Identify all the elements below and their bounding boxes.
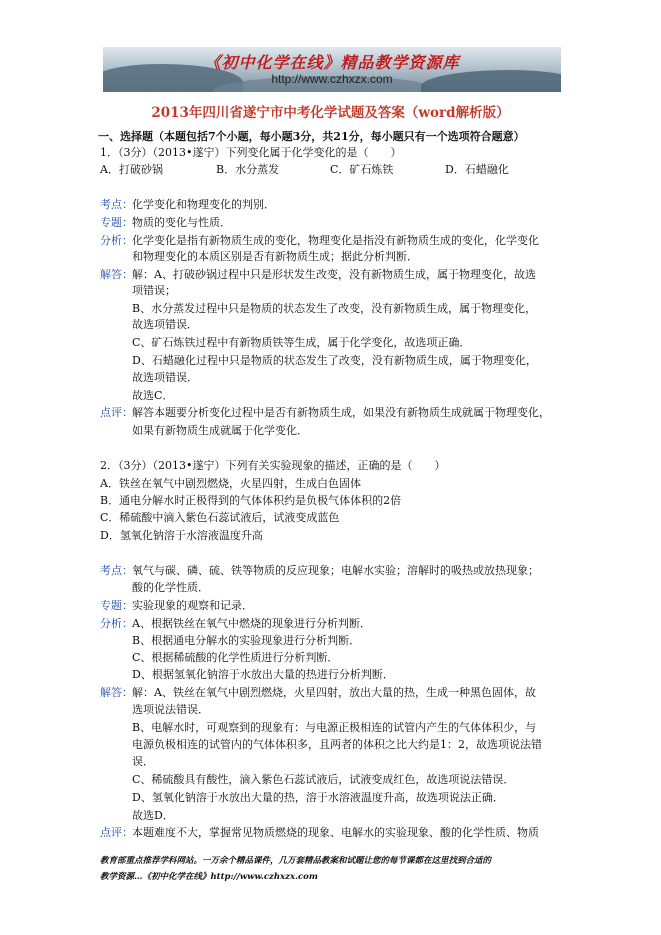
q1-fenxi-line: 化学变化是指有新物质生成的变化，物理变化是指没有新物质生成的变化，化学变化 <box>132 234 539 247</box>
document-title: 2013年四川省遂宁市中考化学试题及答案（word解析版） <box>151 105 510 121</box>
q1-jieda-line: C、矿石炼铁过程中有新物质铁等生成，属于化学变化，故选项正确． <box>132 336 471 349</box>
q1-jieda-line: 项错误； <box>132 284 176 297</box>
q1-jieda-label: 解答： <box>100 268 133 281</box>
q2-fenxi-line: C、根据稀硫酸的化学性质进行分析判断． <box>132 651 339 664</box>
q2-jieda-line: C、稀硫酸具有酸性，滴入紫色石蕊试液后，试液变成红色，故选项说法错误． <box>132 773 515 786</box>
q1-kaodian-label: 考点： <box>100 198 133 211</box>
q1-jieda-line: 故选项错误． <box>132 318 198 331</box>
q1-fenxi-label: 分析： <box>100 234 133 247</box>
q2-zhuanti-label: 专题： <box>100 599 133 612</box>
q1-dianping-label: 点评： <box>100 406 133 419</box>
q2-stem: 2．（3分）（2013•遂宁）下列有关实验现象的描述，正确的是（ ） <box>100 459 446 472</box>
header-banner <box>103 47 561 92</box>
q1-fenxi-line: 和物理变化的本质区别是否有新物质生成；据此分析判断． <box>132 250 418 263</box>
q2-option-b: B．通电分解水时正极得到的气体体积约是负极气体体积的2倍 <box>100 494 402 507</box>
q2-zhuanti: 实验现象的观察和记录． <box>132 599 253 612</box>
footer-line-2[interactable]: 教学资源…《初中化学在线》http://www.czhxzx.com <box>100 872 318 882</box>
q1-jieda-line: 故选C． <box>132 389 174 402</box>
q1-zhuanti-label: 专题： <box>100 216 133 229</box>
q2-dianping-label: 点评： <box>100 826 133 839</box>
q1-stem: 1．（3分）（2013•遂宁）下列变化属于化学变化的是（ ） <box>100 146 402 159</box>
q1-option-c: C．矿石炼铁 <box>330 163 394 176</box>
q2-option-a: A．铁丝在氧气中剧烈燃烧，火星四射，生成白色固体 <box>100 477 361 490</box>
q2-jieda-line: 选项说法错误． <box>132 703 209 716</box>
q1-option-b: B．水分蒸发 <box>216 163 280 176</box>
q1-kaodian: 化学变化和物理变化的判别． <box>132 198 275 211</box>
page-footer <box>100 853 570 885</box>
q2-jieda-line: B、电解水时，可观察到的现象有：与电源正极相连的试管内产生的气体体积少，与 <box>132 721 537 734</box>
q2-kaodian-line: 氧气与碳、磷、硫、铁等物质的反应现象；电解水实验；溶解时的吸热或放热现象； <box>132 564 539 577</box>
q2-fenxi-line: B、根据通电分解水的实验现象进行分析判断． <box>132 634 361 647</box>
q2-jieda-line: 解：A、铁丝在氧气中剧烈燃烧，火星四射，放出大量的热，生成一种黑色固体，故 <box>132 686 536 699</box>
q2-jieda-line: 电源负极相连的试管内的气体体积多，且两者的体积之比大约是1：2，故选项说法错 <box>132 738 542 751</box>
q2-option-c: C．稀硫酸中滴入紫色石蕊试液后，试液变成蓝色 <box>100 511 340 524</box>
q1-dianping-line: 如果有新物质生成就属于化学变化． <box>132 424 308 437</box>
q2-fenxi-line: D、根据氢氧化钠溶于水放出大量的热进行分析判断． <box>132 668 394 681</box>
q2-fenxi-line: A、根据铁丝在氧气中燃烧的现象进行分析判断． <box>132 617 371 630</box>
q1-zhuanti: 物质的变化与性质． <box>132 216 231 229</box>
banner-url[interactable]: http://www.czhxzx.com <box>271 72 393 86</box>
q2-option-d: D．氢氧化钠溶于水溶液温度升高 <box>100 529 263 542</box>
q2-fenxi-label: 分析： <box>100 617 133 630</box>
q1-dianping-line: 解答本题要分析变化过程中是否有新物质生成，如果没有新物质生成就属于物理变化， <box>132 406 550 419</box>
q1-option-a: A．打破砂锅 <box>100 163 163 176</box>
section-heading: 一、选择题（本题包括7个小题，每小题3分，共21分，每小题只有一个选项符合题意） <box>98 130 525 143</box>
q2-jieda-line: D、氢氧化钠溶于水放出大量的热，溶于水溶液温度升高，故选项说法正确． <box>132 791 504 804</box>
q2-kaodian-label: 考点： <box>100 564 133 577</box>
q1-option-d: D．石蜡融化 <box>445 163 509 176</box>
q2-jieda-label: 解答： <box>100 686 133 699</box>
q1-jieda-line: 故选项错误． <box>132 371 198 384</box>
q1-jieda-line: D、石蜡融化过程中只是物质的状态发生了改变，没有新物质生成，属于物理变化， <box>132 354 537 367</box>
q2-dianping: 本题难度不大，掌握常见物质燃烧的现象、电解水的实验现象、酸的化学性质、物质 <box>132 826 539 839</box>
footer-line-1: 教育部重点推荐学科网站。一万余个精品课件，几万套精品教案和试题让您的每节课都在这里找到合适的 <box>100 856 492 866</box>
q2-jieda-line: 误． <box>132 755 154 768</box>
q2-kaodian-line: 酸的化学性质． <box>132 581 209 594</box>
banner-title: 《初中化学在线》精品教学资源库 <box>204 53 460 72</box>
q1-jieda-line: 解：A、打破砂锅过程中只是形状发生改变，没有新物质生成，属于物理变化，故选 <box>132 268 536 281</box>
q2-jieda-line: 故选D． <box>132 809 174 822</box>
q1-jieda-line: B、水分蒸发过程中只是物质的状态发生了改变，没有新物质生成，属于物理变化， <box>132 302 537 315</box>
